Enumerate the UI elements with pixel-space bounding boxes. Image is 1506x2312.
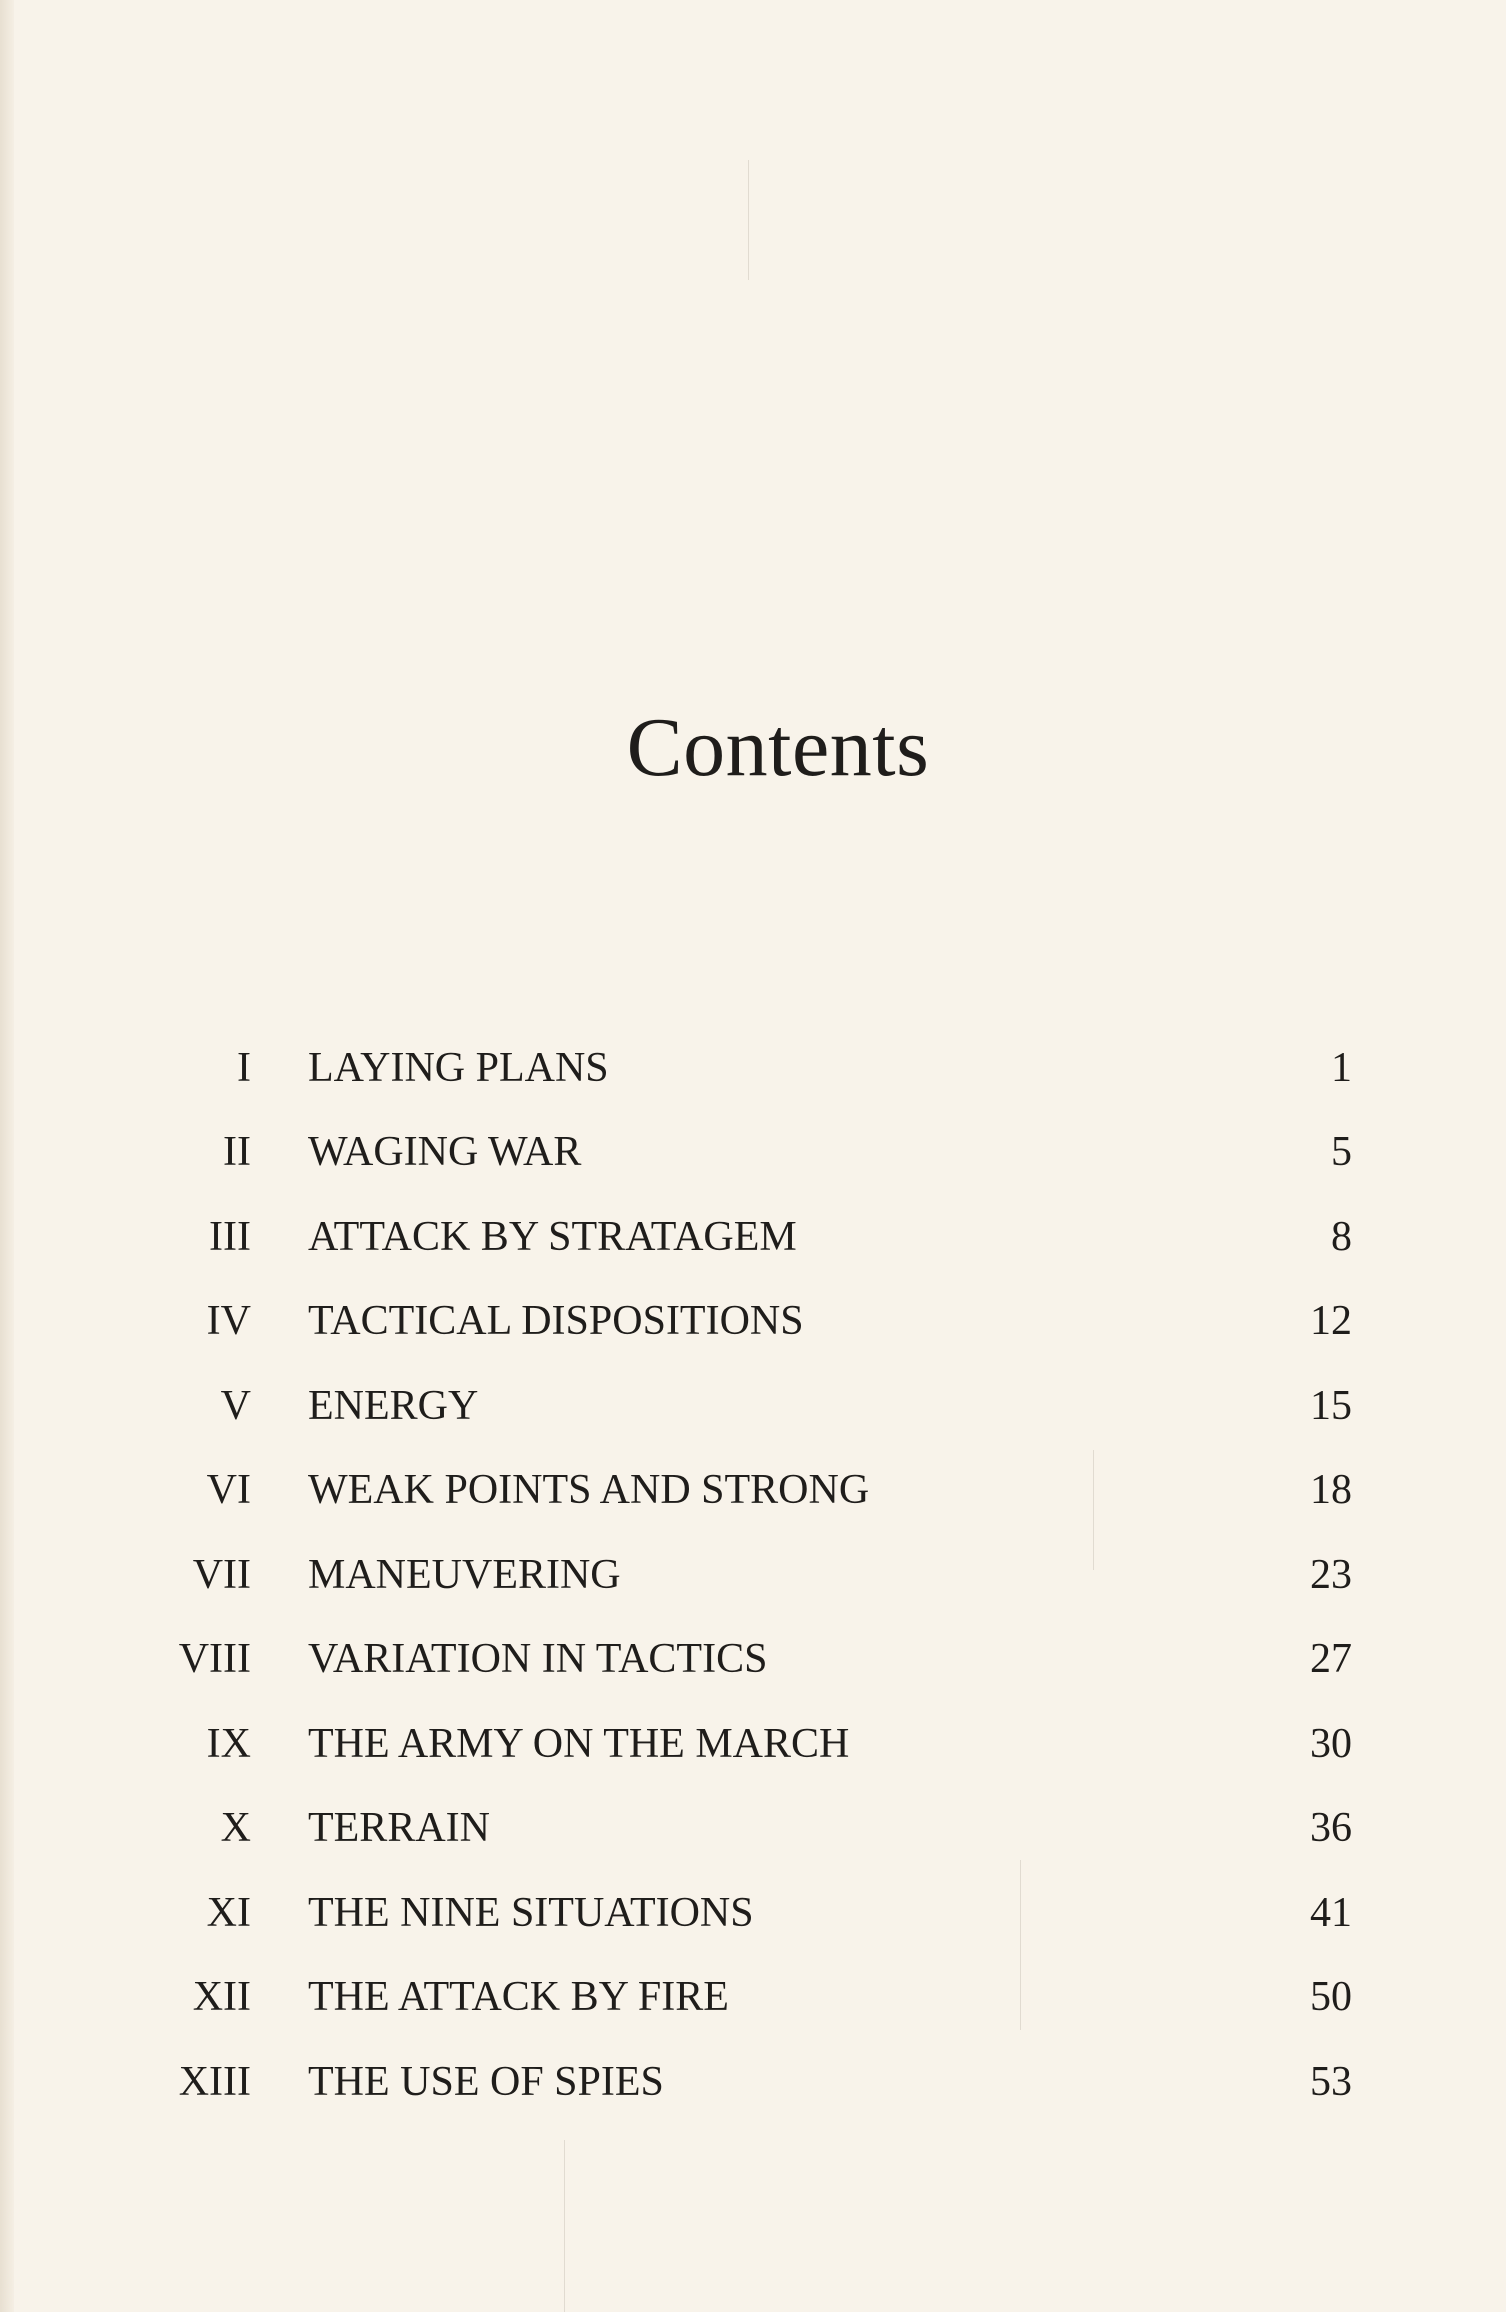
chapter-number: IV	[206, 1298, 251, 1344]
chapter-number: IX	[206, 1721, 251, 1767]
chapter-number: VI	[206, 1467, 251, 1513]
chapter-number: XI	[206, 1890, 251, 1936]
chapter-title: THE NINE SITUATIONS	[308, 1890, 754, 1936]
chapter-page: 50	[1310, 1974, 1352, 2020]
toc-entry	[0, 1885, 1506, 1941]
chapter-title: THE USE OF SPIES	[308, 2059, 664, 2105]
chapter-title: TERRAIN	[308, 1805, 490, 1851]
chapter-number: VII	[192, 1552, 251, 1598]
chapter-page: 41	[1310, 1890, 1352, 1936]
toc-entry	[0, 2054, 1506, 2110]
chapter-title: VARIATION IN TACTICS	[308, 1636, 768, 1682]
toc-entry	[0, 1209, 1506, 1265]
chapter-page: 8	[1331, 1214, 1352, 1260]
chapter-number: X	[220, 1805, 251, 1851]
chapter-page: 30	[1310, 1721, 1352, 1767]
chapter-title: ENERGY	[308, 1383, 479, 1429]
toc-entry	[0, 1800, 1506, 1856]
chapter-number: I	[237, 1045, 251, 1091]
chapter-number: III	[209, 1214, 251, 1260]
chapter-title: WEAK POINTS AND STRONG	[308, 1467, 870, 1513]
toc-entry	[0, 1378, 1506, 1434]
toc-entry	[0, 1547, 1506, 1603]
toc-entry	[0, 1040, 1506, 1096]
chapter-title: THE ARMY ON THE MARCH	[308, 1721, 850, 1767]
chapter-title: MANEUVERING	[308, 1552, 621, 1598]
chapter-title: TACTICAL DISPOSITIONS	[308, 1298, 804, 1344]
scan-mark	[748, 160, 749, 280]
scan-mark	[564, 2140, 565, 2312]
toc-entry	[0, 1969, 1506, 2025]
chapter-page: 53	[1310, 2059, 1352, 2105]
chapter-title: WAGING WAR	[308, 1129, 582, 1175]
toc-entry	[0, 1631, 1506, 1687]
toc-entry	[0, 1462, 1506, 1518]
chapter-page: 5	[1331, 1129, 1352, 1175]
chapter-page: 12	[1310, 1298, 1352, 1344]
toc-entry	[0, 1124, 1506, 1180]
chapter-page: 1	[1331, 1045, 1352, 1091]
chapter-title: THE ATTACK BY FIRE	[308, 1974, 729, 2020]
chapter-number: II	[223, 1129, 251, 1175]
chapter-number: V	[220, 1383, 251, 1429]
chapter-title: ATTACK BY STRATAGEM	[308, 1214, 797, 1260]
chapter-number: XII	[192, 1974, 251, 2020]
chapter-number: VIII	[178, 1636, 251, 1682]
chapter-page: 23	[1310, 1552, 1352, 1598]
chapter-page: 15	[1310, 1383, 1352, 1429]
page-title: Contents	[626, 701, 930, 795]
chapter-number: XIII	[178, 2059, 251, 2105]
toc-entry	[0, 1716, 1506, 1772]
toc-entry	[0, 1293, 1506, 1349]
chapter-page: 36	[1310, 1805, 1352, 1851]
chapter-page: 27	[1310, 1636, 1352, 1682]
chapter-page: 18	[1310, 1467, 1352, 1513]
chapter-title: LAYING PLANS	[308, 1045, 609, 1091]
